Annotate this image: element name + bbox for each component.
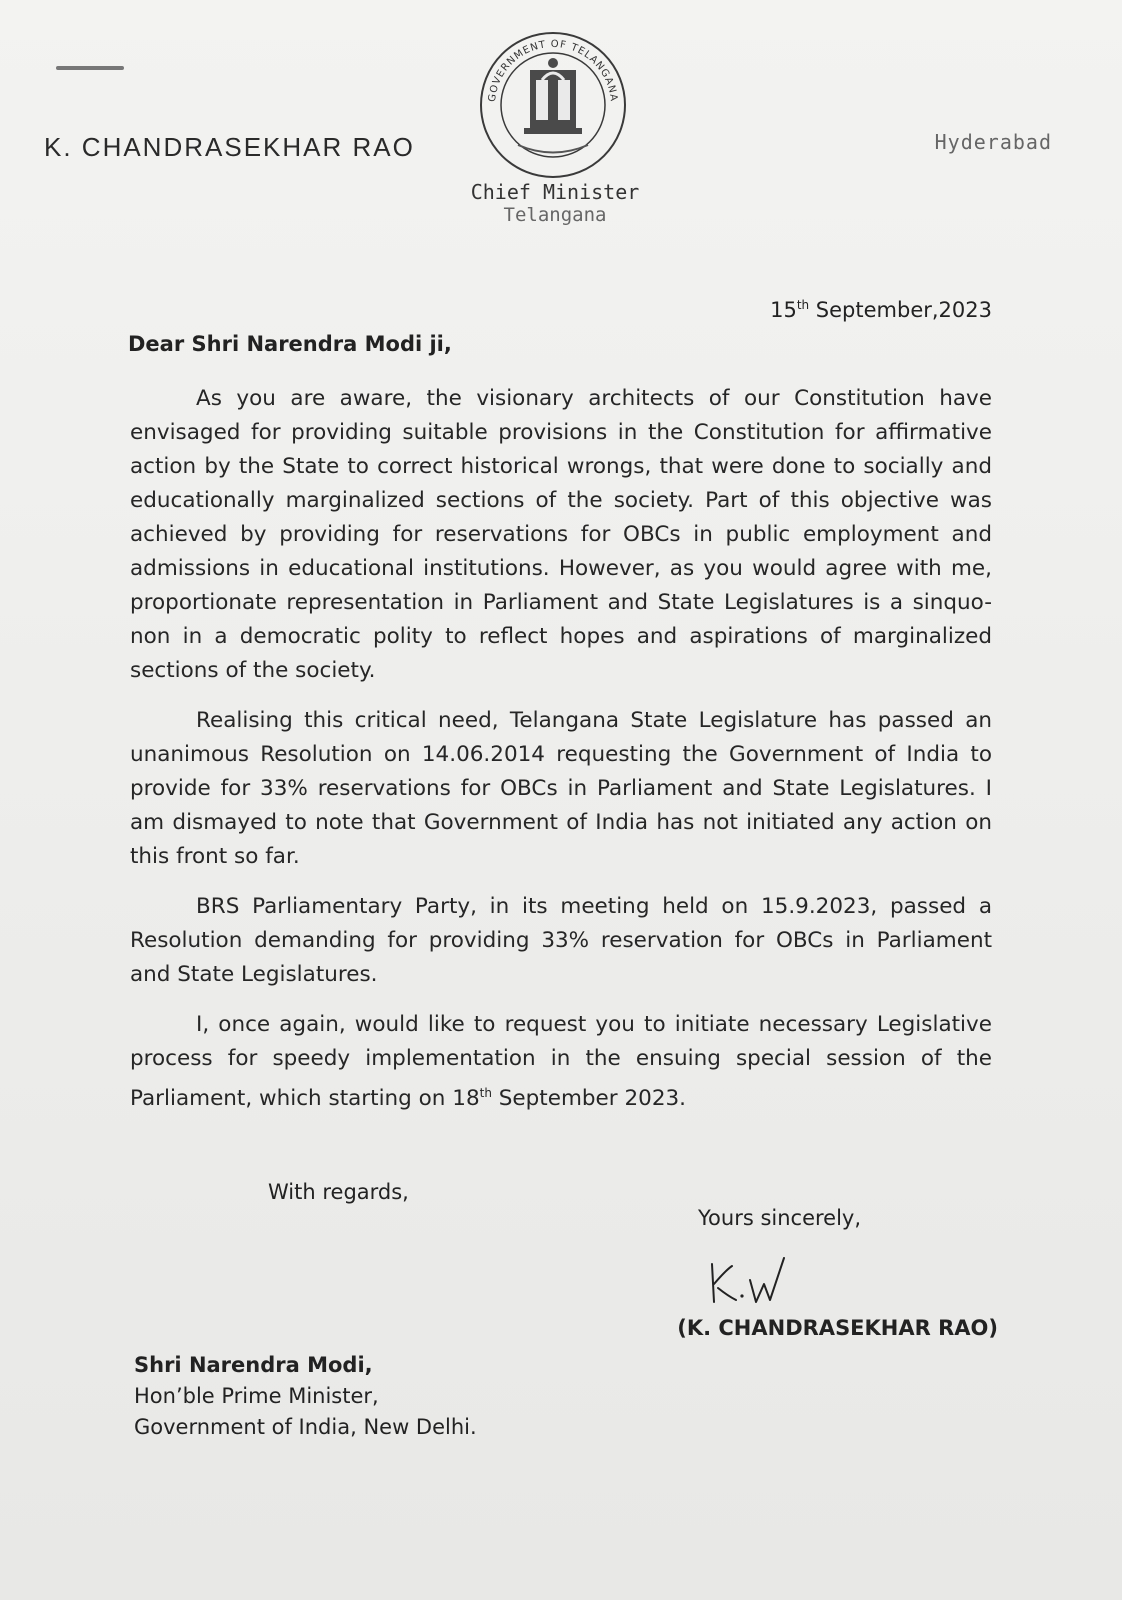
paragraph-4: [130, 1008, 992, 1116]
designation-block: [440, 180, 670, 226]
signatory-name: (K. CHANDRASEKHAR RAO): [677, 1316, 998, 1340]
closing-regards: With regards,: [268, 1180, 409, 1204]
paragraph-3: BRS Parliamentary Party, in its meeting held on 15.9.2023, passed a Resolution demanding for providing 33% reservation for OBCs in Parliament and State Legislatures.: [130, 894, 992, 987]
paragraph-1: As you are aware, the visionary architects of our Constitution have envisaged for providing suitable provisions in the Constitution for affirmative action by the State to correct historical wrongs, that were done to socially and educationally marginalized sections of the society. Part of this objective was achieved by providing for reservations for OBCs in public employment and admissions in educational institutions. However, as you would agree with me, proportionate representation in Parliament and State Legislatures is a sinquo- non in a democratic polity to reflect hopes and aspirations of marginalized sections of the society.: [130, 386, 992, 683]
closing-yours: Yours sincerely,: [698, 1206, 862, 1230]
telangana-emblem-icon: [478, 30, 628, 180]
header-dash: [56, 66, 124, 70]
letter-body: [130, 382, 992, 1132]
city-label: Hyderabad: [934, 130, 1052, 154]
paragraph-2: Realising this critical need, Telangana State Legislature has passed an unanimous Resolution on 14.06.2014 requesting the Government of India to provide for 33% reservations for OBCs in Parliament and State Legislatures. I am dismayed to note that Government of India has not initiated any action on this front so far.: [130, 708, 992, 869]
date-suffix: th: [796, 298, 810, 312]
addressee-office: Government of India, New Delhi.: [134, 1415, 477, 1439]
salutation: Dear Shri Narendra Modi ji,: [128, 332, 452, 356]
p4-after: September 2023.: [491, 1086, 687, 1112]
letter-date: [770, 298, 992, 322]
signature-icon: [704, 1252, 814, 1312]
p4-before: I, once again, would like to request you to initiate necessary Legislative process for speedy implementation in the ensuing special session of the Parliament, which starting on 18: [130, 1012, 992, 1112]
svg-text:GOVERNMENT OF TELANGANA: GOVERNMENT OF TELANGANA: [486, 38, 620, 103]
addressee-block: [134, 1350, 477, 1443]
addressee-title: Hon’ble Prime Minister,: [134, 1384, 379, 1408]
date-day: 15: [770, 298, 797, 322]
p4-sup: th: [479, 1086, 492, 1100]
sender-name: K. CHANDRASEKHAR RAO: [44, 132, 415, 162]
designation-state: Telangana: [503, 204, 607, 226]
date-rest: September,2023: [809, 298, 992, 322]
designation-title: Chief Minister: [470, 180, 640, 204]
addressee-name: Shri Narendra Modi,: [134, 1353, 373, 1377]
